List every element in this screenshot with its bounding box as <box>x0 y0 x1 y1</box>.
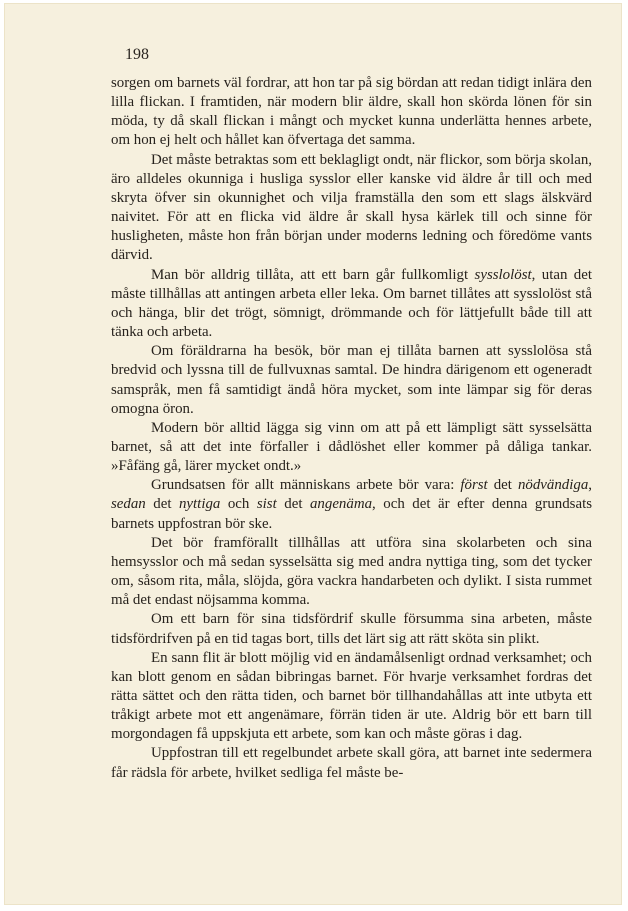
text-segment: , utan det måste tillhållas att antingen arbeta eller leka. Om barnet tillåtes att sysslolöst stå och hänga, blir det trögt, sömnigt, drömmande och för lättjefullt både till att tänka och arbeta. <box>111 266 593 341</box>
paragraph <box>111 151 592 266</box>
text-segment: Om föräldrarna ha besök, bör man ej tillåta barnen att sysslolösa stå bredvid och lyssna till de fullvuxnas samtal. De hindra därigenom ett ogeneradt samspråk, men få samtidigt ändå höra mycket, som inte lämpar sig för deras omogna öron. <box>111 343 592 417</box>
text-segment: , och det är efter denna grundsats barnets uppfostran bör ske. <box>111 496 593 532</box>
paragraph <box>111 610 592 648</box>
paragraph <box>111 342 592 419</box>
text-segment: , <box>588 477 592 494</box>
paragraph <box>111 419 592 476</box>
text-segment: Om ett barn för sina tidsfördrif skulle försumma sina arbeten, måste tidsfördrifven på en tid tagas bort, tills det lärt sig att rätt sköta sin plikt. <box>111 611 592 647</box>
paragraph <box>111 476 592 533</box>
text-segment: och <box>220 496 257 513</box>
text-segment: En sann flit är blott möjlig vid en ändamålsenligt ordnad verksamhet; och kan blott genom en sådan bibringas barnet. För hvarje verksamhet fordras det rätta sättet och den rätta tiden, och barnet bör tillhandahållas att inte utbyta ett tråkigt arbete mot ett angenämare, förrän tiden är ute. Aldrig bör ett barn till morgondagen få uppskjuta ett arbete, som kan och måste göras i dag. <box>111 649 592 743</box>
paragraph <box>111 74 592 151</box>
emphasized-text: sedan <box>111 496 146 513</box>
book-page <box>4 3 622 905</box>
paragraph <box>111 266 592 343</box>
text-segment: Det måste betraktas som ett beklagligt ondt, när flickor, som börja skolan, äro alldeles okunniga i husliga sysslor eller kanske vid äldre år till och med skryta öfver sin okunnighet och vilja framställa den som ett slags älskvärd naivitet. För att en flicka vid äldre år skall hysa kärlek till och sinne för husligheten, måste hon från början under moderns ledning och föredöme vants därvid. <box>111 151 592 264</box>
text-segment: sorgen om barnets väl fordrar, att hon tar på sig bördan att redan tidigt inlära den lilla flickan. I framtiden, när modern blir äldre, skall hon skörda lönen för sin möda, ty då skall flickan i mångt och mycket kunna underlätta hennes arbete, om hon ej helt och hållet kan öfvertaga det samma. <box>111 75 592 149</box>
emphasized-text: sysslolöst <box>474 266 532 283</box>
text-segment: det <box>487 477 518 494</box>
paragraph <box>111 649 592 745</box>
paragraph <box>111 744 592 782</box>
emphasized-text: angenäma <box>309 496 373 513</box>
emphasized-text: sist <box>256 496 277 513</box>
emphasized-text: nödvändiga <box>517 477 589 494</box>
page-number: 198 <box>125 46 149 63</box>
emphasized-text: först <box>460 477 488 494</box>
text-segment: Grundsatsen för allt människans arbete bör vara: <box>151 477 461 494</box>
text-segment: Man bör alldrig tillåta, att ett barn går fullkomligt <box>151 266 475 283</box>
text-segment: Uppfostran till ett regelbundet arbete skall göra, att barnet inte sedermera får rädsla för arbete, hvilket sedliga fel måste be- <box>111 745 592 781</box>
body-text <box>111 74 592 783</box>
emphasized-text: nyttiga <box>178 496 221 513</box>
text-segment: det <box>145 496 179 513</box>
text-segment: det <box>276 496 310 513</box>
paragraph <box>111 534 592 611</box>
text-segment: Modern bör alltid lägga sig vinn om att på ett lämpligt sätt sysselsätta barnet, så att det inte förfaller i dådlöshet eller kommer på dåliga tankar. »Fåfäng gå, lärer mycket ondt.» <box>111 419 592 475</box>
text-segment: Det bör framförallt tillhållas att utföra sina skolarbeten och sina hemsysslor och må sedan sysselsätta sig med andra nyttiga ting, som det tycker om, såsom rita, måla, slöjda, göra vackra handarbeten och dylikt. I sista rummet må det endast nöjsamma komma. <box>111 534 592 609</box>
